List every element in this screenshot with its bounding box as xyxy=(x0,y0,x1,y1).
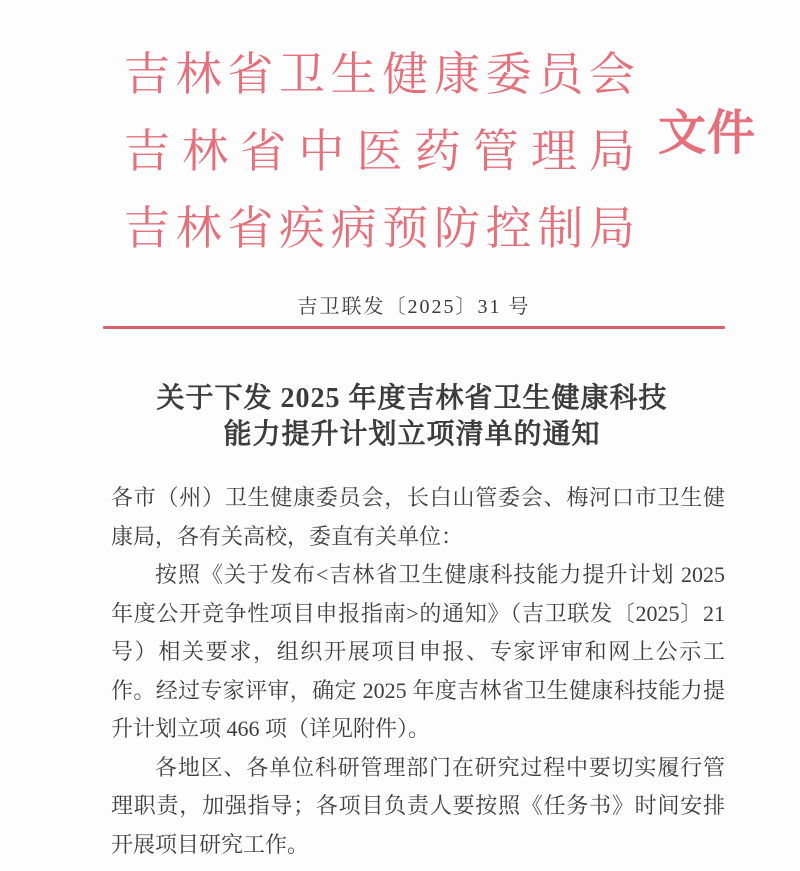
document-number: 吉卫联发〔2025〕31 号 xyxy=(297,296,531,318)
paragraph-recipients: 各市（州）卫生健康委员会，长白山管委会、梅河口市卫生健康局，各有关高校，委直有关单位： xyxy=(111,485,725,549)
paragraph-approval-details: 按照《关于发布<吉林省卫生健康科技能力提升计划 2025 年度公开竞争性项目申报指南>的通知》（吉卫联发〔2025〕21 号）相关要求，组织开展项目申报、专家评审和网上公示工作。经过专家评审，确定 2025 年度吉林省卫生健康科技能力提升计划立项 466 项（详见附件）。 xyxy=(111,562,725,741)
document-title-line-1: 关于下发 2025 年度吉林省卫生健康科技 xyxy=(156,383,668,414)
document-title xyxy=(80,381,744,453)
doc-type-label: 文件 xyxy=(658,107,757,160)
letterhead-divider-line xyxy=(103,326,725,329)
letterhead-agencies xyxy=(124,36,635,267)
agency-name-health-commission: 吉林省卫生健康委员会 xyxy=(124,49,635,100)
agency-name-disease-control-bureau: 吉林省疾病预防控制局 xyxy=(124,203,635,254)
paragraph-management-requirements: 各地区、各单位科研管理部门在研究过程中要切实履行管理职责，加强指导；各项目负责人要按照《任务书》时间安排开展项目研究工作。 xyxy=(111,754,725,857)
document-body xyxy=(111,479,725,864)
document-title-line-2: 能力提升计划立项清单的通知 xyxy=(223,419,601,450)
agency-name-tcm-administration: 吉林省中医药管理局 xyxy=(124,126,635,177)
